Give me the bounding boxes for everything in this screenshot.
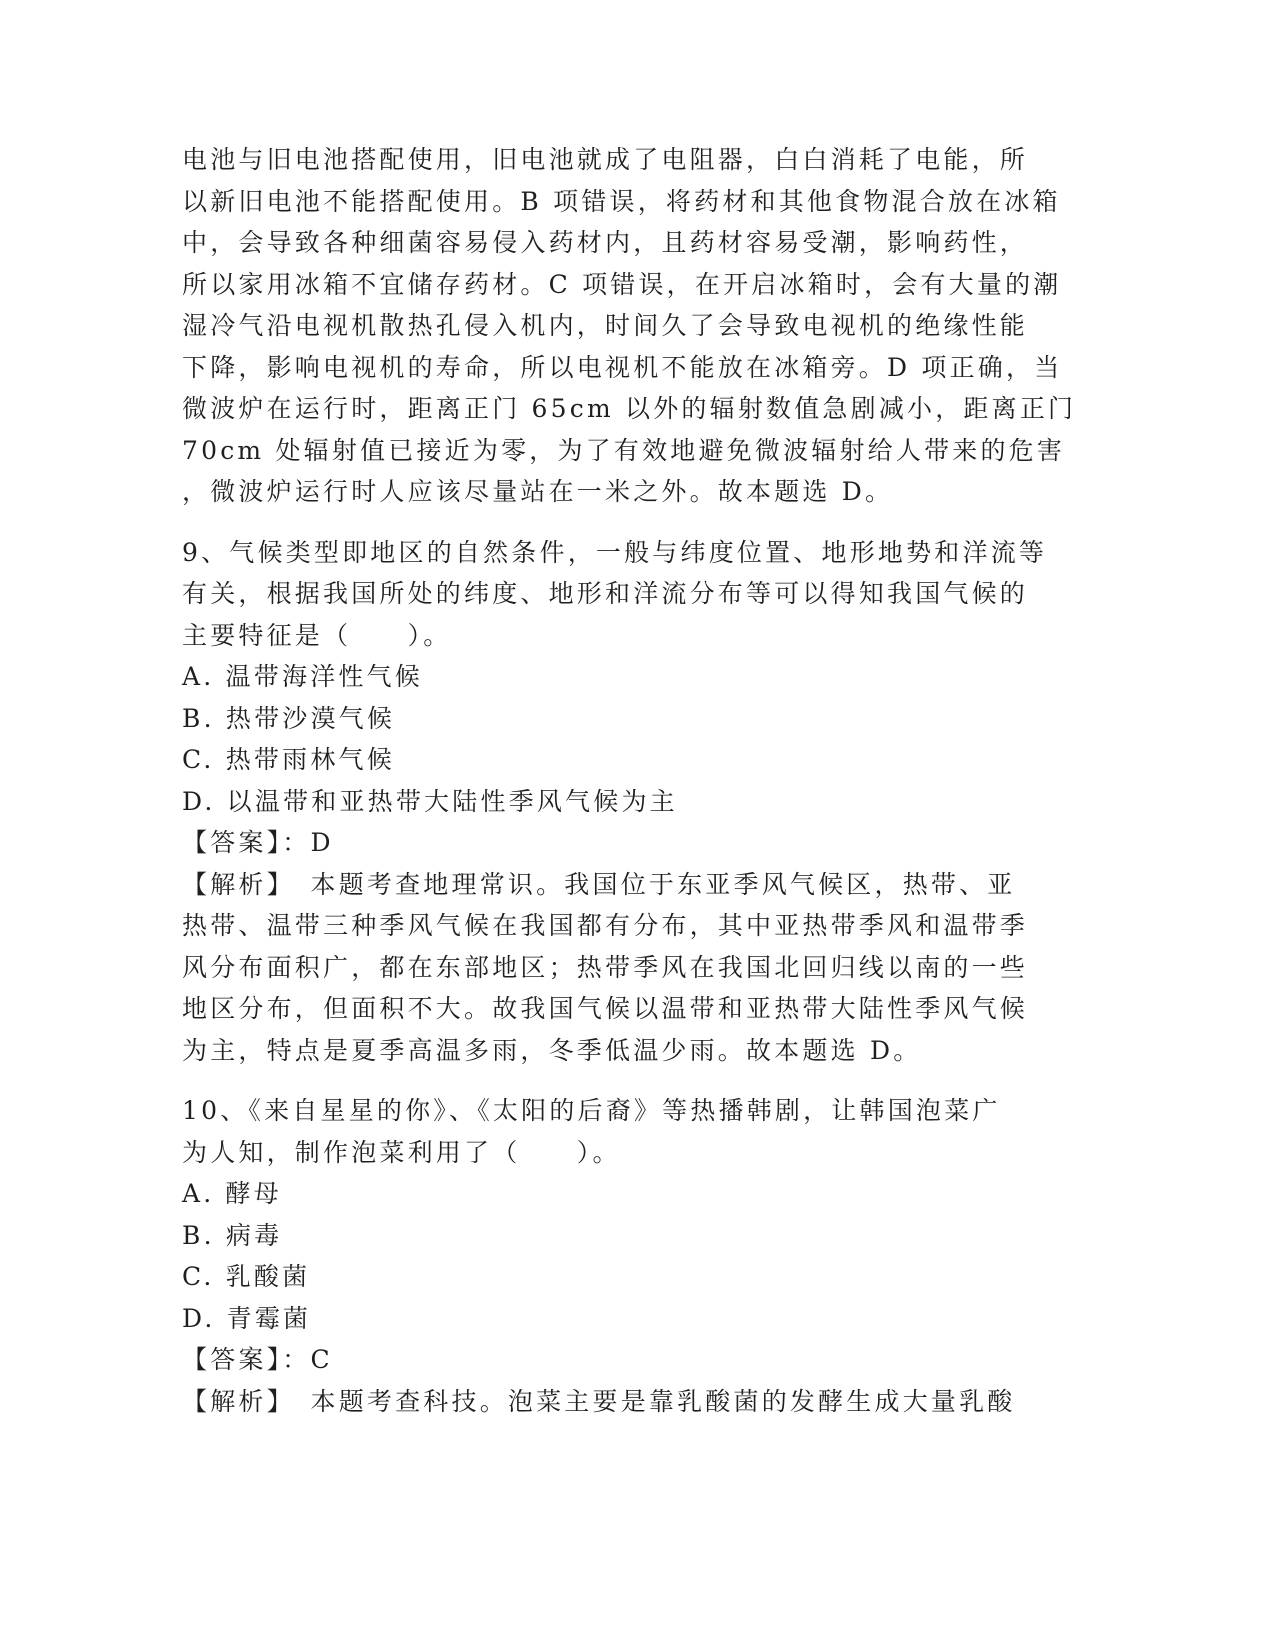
- question-10-stem: 为人知，制作泡菜利用了（ ）。: [182, 1138, 621, 1167]
- text-line: 70cm 处辐射值已接近为零，为了有效地避免微波辐射给人带来的危害: [182, 436, 1066, 465]
- question-9-analysis: 地区分布，但面积不大。故我国气候以温带和亚热带大陆性季风气候: [182, 994, 1029, 1023]
- question-10-option-b: B. 病毒: [182, 1221, 283, 1250]
- question-10-stem: 10、《来自星星的你》、《太阳的后裔》等热播韩剧，让韩国泡菜广: [182, 1096, 1001, 1125]
- question-9-analysis: 【解析】 本题考查地理常识。我国位于东亚季风气候区，热带、亚: [182, 870, 1016, 899]
- question-9-option-d: D. 以温带和亚热带大陆性季风气候为主: [182, 787, 678, 816]
- text-line: 下降，影响电视机的寿命，所以电视机不能放在冰箱旁。D 项正确，当: [182, 353, 1063, 382]
- question-9-option-c: C. 热带雨林气候: [182, 745, 395, 774]
- question-10-option-a: A. 酵母: [182, 1179, 282, 1208]
- question-10-answer: 【答案】：C: [182, 1345, 333, 1374]
- text-line: 湿冷气沿电视机散热孔侵入机内，时间久了会导致电视机的绝缘性能: [182, 311, 1029, 340]
- text-line: 中，会导致各种细菌容易侵入药材内，且药材容易受潮，影响药性，: [182, 228, 1029, 257]
- question-9-analysis: 风分布面积广，都在东部地区；热带季风在我国北回归线以南的一些: [182, 953, 1029, 982]
- question-9-stem: 有关，根据我国所处的纬度、地形和洋流分布等可以得知我国气候的: [182, 579, 1029, 608]
- question-9-stem: 主要特征是（ ）。: [182, 621, 452, 650]
- text-line: 以新旧电池不能搭配使用。B 项错误，将药材和其他食物混合放在冰箱: [182, 187, 1061, 216]
- question-10-option-d: D. 青霉菌: [182, 1304, 312, 1333]
- text-line: 微波炉在运行时，距离正门 65cm 以外的辐射数值急剧减小，距离正门: [182, 394, 1077, 423]
- question-9-answer: 【答案】：D: [182, 828, 334, 857]
- text-line: ，微波炉运行时人应该尽量站在一米之外。故本题选 D。: [182, 477, 894, 506]
- question-9-analysis: 热带、温带三种季风气候在我国都有分布，其中亚热带季风和温带季: [182, 911, 1029, 940]
- question-9-option-a: A. 温带海洋性气候: [182, 662, 423, 691]
- question-9-stem: 9、气候类型即地区的自然条件，一般与纬度位置、地形地势和洋流等: [182, 538, 1048, 567]
- text-line: 电池与旧电池搭配使用，旧电池就成了电阻器，白白消耗了电能，所: [182, 145, 1029, 174]
- question-9-option-b: B. 热带沙漠气候: [182, 704, 396, 733]
- question-10-option-c: C. 乳酸菌: [182, 1262, 311, 1291]
- question-10-analysis: 【解析】 本题考查科技。泡菜主要是靠乳酸菌的发酵生成大量乳酸: [182, 1387, 1016, 1416]
- question-9-analysis: 为主，特点是夏季高温多雨，冬季低温少雨。故本题选 D。: [182, 1036, 922, 1065]
- text-line: 所以家用冰箱不宜储存药材。C 项错误，在开启冰箱时，会有大量的潮: [182, 270, 1062, 299]
